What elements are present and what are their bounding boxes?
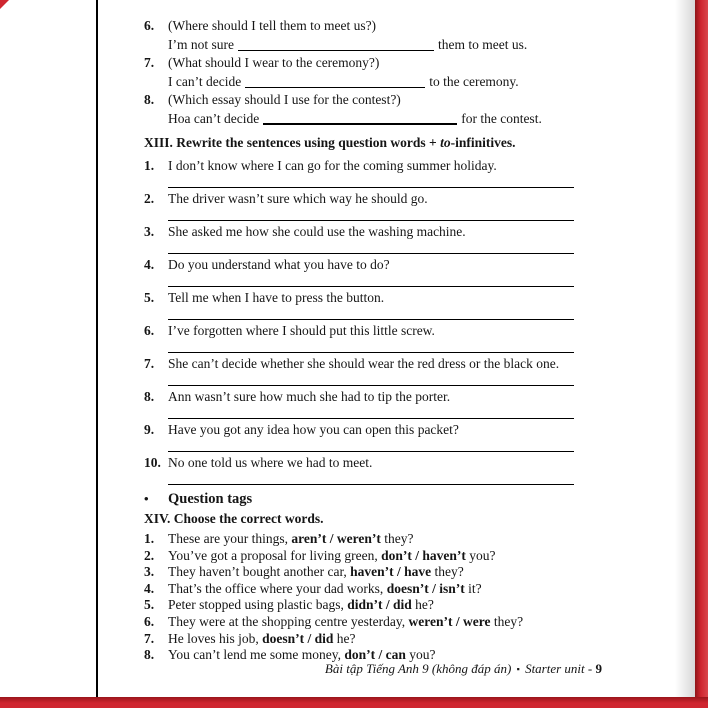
item-number: 6. [144,613,155,629]
blank-line [263,113,457,125]
answer-pre: I can’t decide [168,73,242,89]
unit-label: Starter unit [525,661,585,676]
item-number: 4. [144,257,155,272]
choice-options: haven’t / have [350,564,432,580]
rewrite-item [144,223,574,256]
page-curl-shadow [675,0,695,708]
rewrite-item [144,355,574,388]
choose-item [144,531,574,548]
answer-line [168,175,574,188]
fill-item [144,54,574,91]
sentence-text [168,614,523,631]
rewrite-item [144,421,574,454]
item-number: 4. [144,580,155,596]
answer-line [168,373,574,386]
page-footer [144,661,602,677]
bullet-icon: • [144,491,149,506]
answer-line [168,307,574,320]
item-number: 7. [144,55,155,70]
exercise-14-heading: XIV. Choose the correct words. [144,511,324,526]
choice-options: didn’t / did [347,597,412,613]
sentence-pre: Peter stopped using plastic bags, [168,597,348,613]
blank-line [238,39,434,51]
answer-line [168,439,574,452]
question-tags-heading [144,490,574,508]
sentence-text: Ann wasn’t sure how much she had to tip the porter. [168,389,451,404]
answer-row [144,73,574,92]
answer-line [168,340,574,353]
item-number: 5. [144,597,155,613]
choice-options: doesn’t / isn’t [386,580,465,596]
item-number: 6. [144,323,155,338]
choose-item [144,614,574,631]
sentence-text [168,531,413,548]
answer-line [168,274,574,287]
sentence-text: I’ve forgotten where I should put this little screw. [168,323,435,338]
sentence-pre: You can’t lend me some money, [168,647,345,663]
sentence-text: She asked me how she could use the washing machine. [168,224,466,239]
answer-line [168,406,574,419]
heading-italic-text: to [440,135,451,150]
choose-item [144,597,574,614]
item-prompt: (What should I wear to the ceremony?) [168,55,380,70]
fill-item [144,17,574,54]
book-cover-edge-bottom [0,697,708,708]
choose-item [144,631,574,648]
sentence-text: No one told us where we had to meet. [168,455,373,470]
item-number: 2. [144,191,155,206]
rewrite-item [144,256,574,289]
sentence-pre: These are your things, [168,531,292,546]
section-title: Question tags [168,491,253,507]
sentence-text: Do you understand what you have to do? [168,257,390,272]
sentence-post: they? [490,613,524,629]
sentence-pre: That’s the office where your dad works, [168,580,387,596]
item-number: 8. [144,92,155,107]
sentence-text [168,581,482,598]
item-number: 7. [144,356,155,371]
sentence-text: I don’t know where I can go for the coming summer holiday. [168,158,497,173]
red-corner-mark [0,0,9,9]
sentence-post: they? [380,531,414,546]
sentence-post: you? [465,547,496,563]
choice-options: don’t / can [344,647,406,663]
exercise-13-heading [144,134,574,152]
rewrite-item [144,190,574,223]
heading-text: -infinitives. [450,135,516,150]
sentence-text [168,548,495,565]
answer-post: to the ceremony. [429,73,519,89]
prompt-row [144,54,574,73]
item-prompt: (Which essay should I use for the contest?) [168,92,401,107]
book-title: Bài tập Tiếng Anh 9 (không đáp án) [324,661,512,676]
blank-line [245,76,425,88]
sentence-pre: They were at the shopping centre yesterday, [168,613,409,629]
choice-options: doesn’t / did [262,630,334,646]
footer-dash: - [584,661,596,676]
sentence-post: it? [464,580,482,596]
item-number: 7. [144,630,155,646]
sentence-pre: You’ve got a proposal for living green, [168,547,382,563]
item-number: 8. [144,389,155,404]
answer-pre: Hoa can’t decide [168,110,260,126]
rewrite-item [144,454,574,487]
item-number: 2. [144,547,155,563]
prompt-row [144,17,574,36]
item-number: 1. [144,531,155,546]
answer-line [168,472,574,485]
page-number: 9 [595,661,602,676]
square-separator-icon: ▪ [516,664,520,674]
item-number: 5. [144,290,155,305]
sentence-text [168,564,464,581]
sentence-post: he? [333,630,356,646]
choose-item [144,581,574,598]
sentence-post: he? [411,597,434,613]
choice-options: don’t / haven’t [381,547,466,563]
rewrite-item [144,157,574,190]
answer-line [168,241,574,254]
page-content [144,17,574,664]
choose-item [144,548,574,565]
sentence-pre: He loves his job, [168,630,263,646]
sentence-text: She can’t decide whether she should wear the red dress or the black one. [168,356,560,371]
rewrite-item [144,289,574,322]
item-number: 8. [144,647,155,663]
answer-line [168,208,574,221]
item-number: 6. [144,18,155,33]
sentence-text: Tell me when I have to press the button. [168,290,385,305]
answer-row [144,36,574,55]
rewrite-item [144,322,574,355]
sentence-text: The driver wasn’t sure which way he should go. [168,191,428,206]
book-cover-edge-right [695,0,708,708]
item-number: 9. [144,422,155,437]
choose-item [144,564,574,581]
answer-post: them to meet us. [437,36,528,52]
sentence-pre: They haven’t bought another car, [168,564,351,580]
item-number: 3. [144,564,155,580]
fill-item [144,91,574,128]
rewrite-item [144,388,574,421]
answer-post: for the contest. [461,110,542,126]
choice-options: weren’t / were [408,613,491,629]
item-prompt: (Where should I tell them to meet us?) [168,18,377,33]
sentence-post: they? [431,564,464,580]
sentence-text [168,631,356,648]
item-number: 10. [144,455,161,470]
item-number: 1. [144,158,155,173]
prompt-row [144,91,574,110]
heading-text: XIII. Rewrite the sentences using question words + [144,135,441,150]
left-margin-line [96,0,98,697]
sentence-text [168,597,434,614]
choice-options: aren’t / weren’t [291,531,381,546]
item-number: 3. [144,224,155,239]
sentence-post: you? [405,647,436,663]
answer-pre: I’m not sure [168,36,234,52]
answer-row [144,110,574,129]
sentence-text: Have you got any idea how you can open this packet? [168,422,459,437]
